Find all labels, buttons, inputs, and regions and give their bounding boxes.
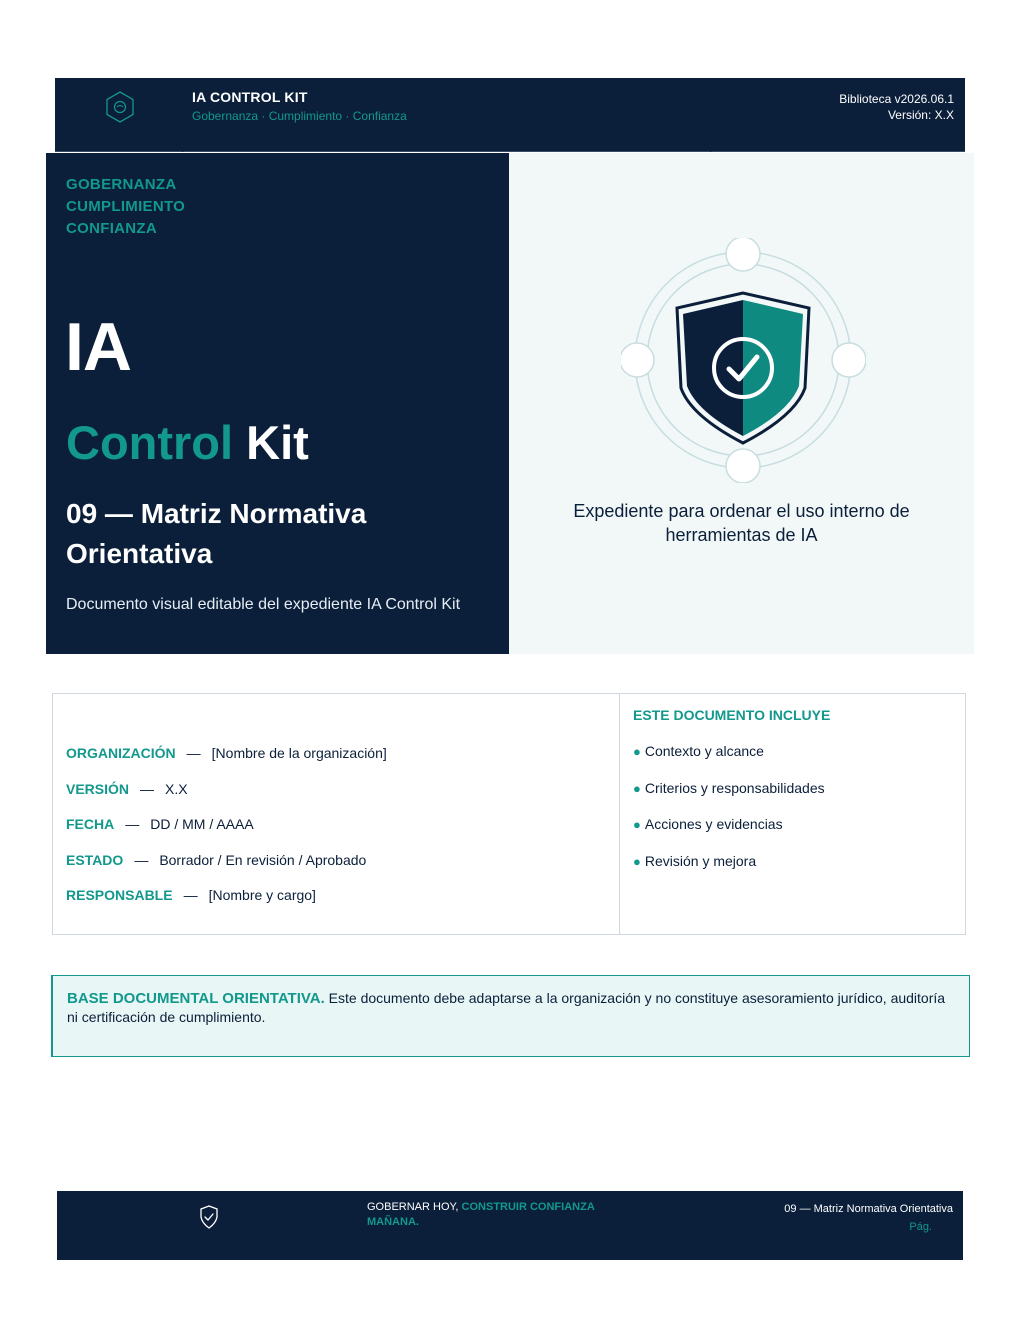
field-label: ESTADO — [66, 851, 124, 868]
disclaimer-notice — [51, 975, 970, 1057]
brand-block — [192, 89, 407, 123]
list-item-text: Criterios y responsabilidades — [644, 779, 825, 796]
info-divider — [619, 694, 620, 934]
metadata-fields — [66, 744, 387, 922]
list-item — [633, 853, 830, 890]
shield-check-icon — [198, 1204, 220, 1230]
notice-text: Este documento debe adaptarse a la organización y no constituye asesoramiento jurídico, auditoría ni certificación de cumplimiento. — [67, 990, 946, 1025]
slogan-plain: GOBERNAR HOY, — [367, 1201, 462, 1213]
metadata-row-owner — [66, 886, 387, 922]
brand-title: IA CONTROL KIT — [192, 89, 308, 105]
brand-subtitle: Gobernanza · Cumplimiento · Confianza — [192, 109, 407, 123]
field-value[interactable]: Borrador / En revisión / Aprobado — [159, 851, 367, 868]
hero-product-name — [66, 415, 309, 470]
pillar-item: GOBERNANZA — [66, 176, 177, 193]
field-separator: — — [125, 816, 140, 832]
pillars-list — [66, 174, 185, 240]
field-label: FECHA — [66, 816, 115, 832]
document-title: 09 — Matriz Normativa Orientativa — [66, 498, 367, 569]
list-item-text: Acciones y evidencias — [644, 816, 783, 832]
field-value[interactable]: X.X — [165, 780, 188, 797]
pillar-item: CUMPLIMIENTO — [66, 198, 186, 215]
page-header — [55, 78, 965, 152]
metadata-row-version — [66, 780, 387, 816]
field-separator: — — [186, 745, 201, 761]
hero-title-panel — [46, 153, 509, 654]
shield-check-icon — [621, 238, 866, 483]
metadata-row-status — [66, 851, 387, 887]
list-item-text: Contexto y alcance — [644, 743, 764, 759]
footer-meta — [784, 1200, 953, 1236]
bullet-icon: ● — [633, 853, 641, 869]
slogan-highlight: CONSTRUIR CONFIANZA MAÑANA. — [367, 1201, 595, 1228]
hero-emblem-panel — [509, 153, 974, 654]
metadata-row-organization — [66, 744, 387, 780]
field-value[interactable]: [Nombre y cargo] — [208, 887, 316, 903]
includes-list — [633, 707, 830, 889]
field-label: RESPONSABLE — [66, 887, 173, 903]
header-divider-tick — [710, 148, 711, 152]
bullet-icon: ● — [633, 817, 641, 832]
bullet-icon: ● — [633, 780, 641, 796]
footer-document-name: 09 — Matriz Normativa Orientativa — [784, 1203, 953, 1215]
list-item — [633, 780, 830, 817]
list-item — [633, 816, 830, 853]
library-version: Biblioteca v2026.06.1 — [839, 92, 954, 106]
field-separator: — — [183, 887, 198, 903]
document-description: Documento visual editable del expediente IA Control Kit — [66, 596, 461, 613]
hero-big-title: IA — [65, 309, 131, 385]
field-separator: — — [140, 780, 155, 797]
includes-title: ESTE DOCUMENTO INCLUYE — [633, 707, 831, 723]
field-value[interactable]: [Nombre de la organización] — [211, 745, 387, 761]
header-divider-tick — [182, 148, 183, 152]
bullet-icon: ● — [633, 744, 641, 759]
control-word: Control — [66, 416, 234, 469]
metadata-row-date — [66, 815, 387, 851]
document-version: Versión: X.X — [887, 108, 954, 122]
page-footer — [57, 1191, 963, 1260]
document-info-box — [52, 693, 966, 935]
field-label: ORGANIZACIÓN — [66, 745, 176, 761]
header-meta — [839, 91, 954, 123]
notice-title: BASE DOCUMENTAL ORIENTATIVA. — [67, 990, 325, 1007]
page-number: Pág. — [909, 1221, 932, 1233]
field-label: VERSIÓN — [66, 780, 130, 797]
footer-slogan — [367, 1200, 637, 1230]
list-item — [633, 743, 830, 780]
field-value[interactable]: DD / MM / AAAA — [150, 816, 254, 832]
field-separator: — — [134, 851, 149, 868]
kit-word: Kit — [246, 416, 309, 469]
hero-caption: Expediente para ordenar el uso interno de herramientas de IA — [573, 501, 910, 545]
pillar-item: CONFIANZA — [66, 220, 158, 237]
list-item-text: Revisión y mejora — [644, 852, 757, 869]
hexagon-brain-icon — [103, 90, 137, 124]
